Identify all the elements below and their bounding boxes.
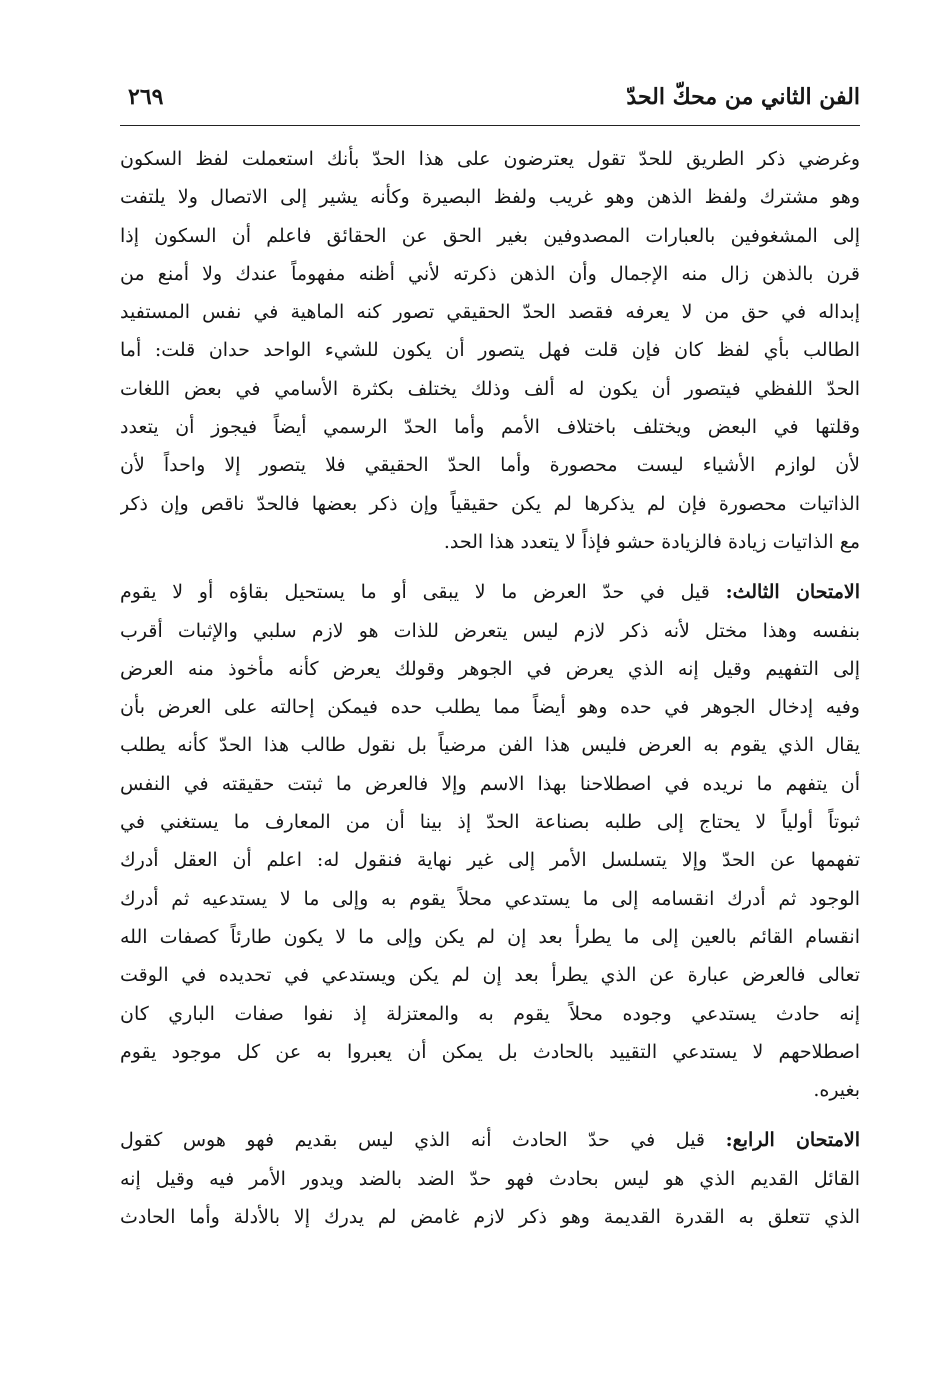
text-line: إنه حادث يستدعي وجوده محلاً يقوم به والمعتزلة إذ نفوا صفات الباري كان xyxy=(120,1002,860,1025)
header-divider xyxy=(120,125,860,126)
text-line: وهو مشترك ولفظ الذهن وهو غريب ولفظ البصيرة وكأنه يشير إلى الاتصال ولا يلتفت xyxy=(120,186,860,209)
line-text: قيل في حدّ الحادث أنه الذي ليس بقديم فهو هوس كقول xyxy=(120,1129,706,1152)
text-line: قرن بالذهن زال منه الإجمال وأن الذهن ذكرته لأني أظنه مفهوماً عندك ولا أمنع من xyxy=(120,262,860,285)
text-line: وغرضي ذكر الطريق للحدّ تقول يعترضون على هذا الحدّ بأنك استعملت لفظ السكون xyxy=(120,148,860,170)
text-line: إبداله في حق من لا يعرفه فقصد الحدّ الحقيقي تصور كنه الماهية في نفس المستفيد xyxy=(120,301,860,324)
text-line xyxy=(120,573,860,611)
text-line: الطالب بأي لفظ كان فإن قلت فهل يتصور أن يكون للشيء الواحد حدان قلت: أما xyxy=(120,339,860,362)
text-line: اصطلاحهم لا يستدعي التقييد بالحادث بل يمكن أن يعبروا به عن كل موجود يقوم xyxy=(120,1040,860,1063)
text-line: القائل القديم الذي هو ليس بحادث فهو حدّ الضد بالضد ويدور الأمر فيه وقيل إنه xyxy=(120,1167,860,1190)
text-line: ثبوتاً أولياً لا يحتاج إلى طلبه بصناعة الحدّ إذ بينا أن من المعارف ما يستغني في xyxy=(120,811,860,834)
text-line: الوجود ثم أدرك انقسامه إلى ما يستدعي محلاً يقوم به وإلى ما لا يستدعيه ثم أدرك xyxy=(120,887,860,910)
text-line: الحدّ اللفظي فيتصور أن يكون له ألف وذلك يختلف بكثرة الأسامي في بعض اللغات xyxy=(120,377,860,400)
text-line: تفهمها عن الحدّ وإلا يتسلسل الأمر إلى غير نهاية فنقول له: اعلم أن العقل أدرك xyxy=(120,849,860,872)
text-line: يقال الذي يقوم به العرض فليس هذا الفن مرضياً بل نقول طالب هذا الحدّ كأنه يطلب xyxy=(120,734,860,757)
text-line: أن يتفهم ما نريده في اصطلاحنا بهذا الاسم وإلا فالعرض ما ثبتت حقيقته في النفس xyxy=(120,772,860,795)
line-text: قيل في حدّ العرض ما لا يبقى أو ما يستحيل بقاؤه أو لا يقوم xyxy=(120,581,710,604)
text-line: الذي تتعلق به القدرة القديمة وهو ذكر لازم غامض لم يدرك إلا بالأدلة وأما الحادث xyxy=(120,1206,860,1229)
section-lead: الامتحان الثالث: xyxy=(725,581,860,604)
text-line: مع الذاتيات زيادة فالزيادة حشو فإذاً لا يتعدد هذا الحد. xyxy=(443,530,860,553)
text-line: وقلتها في البعض ويختلف باختلاف الأمم وأما الحدّ الرسمي أيضاً فيجوز أن يتعدد xyxy=(120,416,860,439)
text-line: الذاتيات محصورة فإن لم يذكرها لم يكن حقيقياً وإن ذكر بعضها فالحدّ ناقص وإن ذكر xyxy=(120,492,860,515)
text-line: تعالى فالعرض عبارة عن الذي يطرأ بعد إن لم يكن ويستدعي في تحديده في الوقت xyxy=(120,964,860,987)
text-line: لأن لوازم الأشياء ليست محصورة وأما الحدّ الحقيقي فلا يتصور إلا واحداً لأن xyxy=(120,454,860,477)
paragraph-1 xyxy=(120,140,860,561)
running-head xyxy=(120,80,860,120)
body-text xyxy=(120,140,860,1236)
text-line: بغيره. xyxy=(813,1079,860,1102)
text-line: إلى المشغوفين بالعبارات المصدوفين بغير الحق عن الحقائق فاعلم أن السكون إذا xyxy=(120,224,860,247)
page-number: ٢٦٩ xyxy=(128,84,164,110)
paragraph-2 xyxy=(120,573,860,1109)
text-line: بنفسه وهذا مختل لأنه ذكر لازم ليس يتعرض للذات هو لازم سلبي والإثبات أقرب xyxy=(120,619,860,642)
text-line xyxy=(120,1121,860,1159)
text-line: وفيه إدخال الجوهر في حده وهو أيضاً مما يطلب حده فيمكن إحالته على العرض بأن xyxy=(120,696,860,719)
paragraph-3 xyxy=(120,1121,860,1236)
running-title: الفن الثاني من محكّ الحدّ xyxy=(626,84,860,110)
section-lead: الامتحان الرابع: xyxy=(725,1129,860,1152)
text-line: إلى التفهيم وقيل إنه الذي يعرض في الجوهر وقولك يعرض كأنه مأخوذ منه العرض xyxy=(120,657,860,680)
text-line: انقسام القائم بالعين إلى ما يطرأ بعد إن لم يكن وإلى ما لا يكون طارئاً كصفات الله xyxy=(120,925,860,948)
